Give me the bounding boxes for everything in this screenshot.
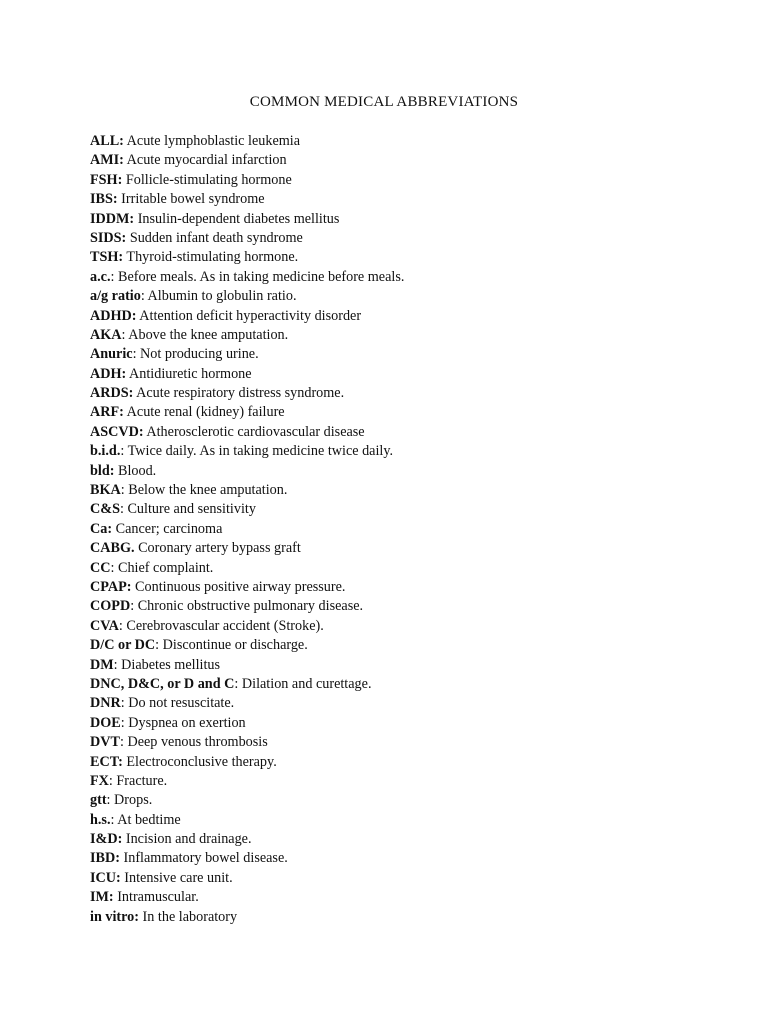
abbreviation-definition: Acute lymphoblastic leukemia — [123, 133, 301, 149]
abbreviation-definition: : Cerebrovascular accident (Stroke). — [118, 617, 324, 634]
abbreviation-definition: : Fracture. — [108, 772, 168, 789]
abbreviation-definition: Cancer; carcinoma — [112, 520, 223, 537]
abbreviation-definition: : Discontinue or discharge. — [155, 637, 308, 654]
abbreviation-definition: : Not producing urine. — [132, 346, 259, 363]
abbreviation-definition: : At bedtime — [110, 811, 181, 828]
abbreviation-definition: Acute myocardial infarction — [123, 152, 287, 169]
abbreviation-term: ICU: — [90, 869, 121, 886]
abbreviation-term: DNC, D&C, or D and C — [90, 675, 235, 692]
abbreviation-term: CABG. — [90, 540, 135, 557]
abbreviation-definition: Irritable bowel syndrome — [117, 191, 265, 208]
abbreviation-term: ADHD: — [90, 307, 137, 324]
abbreviation-entry — [90, 151, 730, 170]
abbreviation-entry — [90, 617, 730, 636]
abbreviation-definition: Antidiuretic hormone — [126, 365, 252, 382]
abbreviation-term: IM: — [90, 889, 114, 906]
abbreviation-definition: Intensive care unit. — [120, 869, 233, 886]
abbreviation-definition: : Albumin to globulin ratio. — [140, 288, 297, 305]
abbreviation-term: ALL: — [90, 133, 124, 149]
abbreviation-entry — [90, 287, 730, 306]
abbreviation-definition: : Before meals. As in taking medicine before meals. — [110, 268, 405, 285]
abbreviation-list — [90, 132, 730, 927]
abbreviation-term: a.c. — [90, 268, 111, 285]
abbreviation-definition: : Do not resuscitate. — [120, 695, 235, 712]
abbreviation-entry — [90, 869, 730, 888]
abbreviation-definition: Intramuscular. — [113, 889, 199, 906]
abbreviation-term: IDDM: — [90, 210, 135, 227]
abbreviation-definition: Insulin-dependent diabetes mellitus — [134, 210, 340, 227]
abbreviation-term: I&D: — [90, 831, 123, 848]
abbreviation-term: CPAP: — [90, 578, 132, 595]
abbreviation-entry — [90, 578, 730, 597]
abbreviation-entry — [90, 675, 730, 694]
abbreviation-term: IBD: — [90, 850, 120, 867]
abbreviation-entry — [90, 326, 730, 345]
abbreviation-term: gtt — [90, 792, 107, 809]
abbreviation-entry — [90, 132, 730, 151]
abbreviation-entry — [90, 210, 730, 229]
abbreviation-term: DM — [90, 656, 114, 673]
abbreviation-term: FX — [90, 772, 109, 789]
abbreviation-entry — [90, 849, 730, 868]
abbreviation-definition: Attention deficit hyperactivity disorder — [136, 307, 362, 324]
abbreviation-entry — [90, 636, 730, 655]
abbreviation-entry — [90, 559, 730, 578]
abbreviation-entry — [90, 597, 730, 616]
abbreviation-term: AKA — [90, 326, 122, 343]
abbreviation-term: CC — [90, 559, 111, 576]
abbreviation-term: FSH: — [90, 171, 123, 188]
abbreviation-definition: : Drops. — [106, 792, 153, 809]
abbreviation-definition: : Above the knee amputation. — [121, 326, 289, 343]
abbreviation-term: DNR — [90, 695, 121, 712]
abbreviation-term: in vitro: — [90, 908, 139, 925]
abbreviation-entry — [90, 753, 730, 772]
abbreviation-term: h.s. — [90, 811, 111, 828]
abbreviation-entry — [90, 229, 730, 248]
abbreviation-entry — [90, 481, 730, 500]
abbreviation-term: a/g ratio — [90, 288, 141, 305]
abbreviation-entry — [90, 307, 730, 326]
abbreviation-term: bld: — [90, 462, 115, 479]
abbreviation-definition: Atherosclerotic cardiovascular disease — [143, 423, 365, 440]
abbreviation-entry — [90, 656, 730, 675]
abbreviation-definition: Continuous positive airway pressure. — [131, 578, 346, 595]
abbreviation-term: ADH: — [90, 365, 127, 382]
abbreviation-definition: : Chief complaint. — [110, 559, 214, 576]
abbreviation-term: ASCVD: — [90, 423, 144, 440]
abbreviation-term: DVT — [90, 734, 120, 751]
abbreviation-term: IBS: — [90, 191, 118, 208]
abbreviation-entry — [90, 500, 730, 519]
abbreviation-entry — [90, 908, 730, 927]
abbreviation-term: D/C or DC — [90, 637, 156, 654]
abbreviation-definition: In the laboratory — [139, 908, 238, 925]
abbreviation-term: b.i.d. — [90, 443, 121, 460]
abbreviation-entry — [90, 171, 730, 190]
abbreviation-entry — [90, 423, 730, 442]
abbreviation-term: C&S — [90, 501, 120, 518]
abbreviation-entry — [90, 268, 730, 287]
abbreviation-term: BKA — [90, 482, 121, 499]
abbreviation-term: AMI: — [90, 152, 124, 169]
abbreviation-definition: : Diabetes mellitus — [113, 656, 221, 673]
abbreviation-term: ECT: — [90, 753, 123, 770]
abbreviation-entry — [90, 694, 730, 713]
abbreviation-definition: Blood. — [114, 462, 157, 479]
abbreviation-entry — [90, 733, 730, 752]
abbreviation-entry — [90, 462, 730, 481]
abbreviation-entry — [90, 190, 730, 209]
abbreviation-entry — [90, 888, 730, 907]
abbreviation-entry — [90, 791, 730, 810]
page-title: COMMON MEDICAL ABBREVIATIONS — [249, 94, 519, 110]
abbreviation-term: CVA — [90, 617, 119, 634]
abbreviation-entry — [90, 539, 730, 558]
abbreviation-entry — [90, 345, 730, 364]
abbreviation-term: COPD — [90, 598, 131, 615]
abbreviation-entry — [90, 442, 730, 461]
abbreviation-definition: Electroconclusive therapy. — [122, 753, 277, 770]
abbreviation-definition: Inflammatory bowel disease. — [119, 850, 288, 867]
abbreviation-term: DOE — [90, 714, 121, 731]
abbreviation-definition: : Below the knee amputation. — [120, 482, 288, 499]
abbreviation-definition: : Dyspnea on exertion — [120, 714, 246, 731]
abbreviation-definition: : Twice daily. As in taking medicine twice daily. — [120, 443, 394, 460]
abbreviation-term: ARDS: — [90, 385, 134, 402]
abbreviation-definition: : Culture and sensitivity — [119, 501, 256, 518]
abbreviation-definition: : Deep venous thrombosis — [119, 734, 268, 751]
abbreviation-definition: : Dilation and curettage. — [234, 675, 372, 692]
abbreviation-term: Anuric — [90, 346, 133, 363]
abbreviation-entry — [90, 384, 730, 403]
abbreviation-term: TSH: — [90, 249, 124, 266]
abbreviation-entry — [90, 520, 730, 539]
abbreviation-entry — [90, 248, 730, 267]
abbreviation-definition: : Chronic obstructive pulmonary disease. — [130, 598, 364, 615]
abbreviation-definition: Acute renal (kidney) failure — [123, 404, 285, 421]
abbreviation-entry — [90, 365, 730, 384]
abbreviation-term: SIDS: — [90, 229, 127, 246]
abbreviation-entry — [90, 811, 730, 830]
abbreviation-entry — [90, 830, 730, 849]
abbreviation-definition: Acute respiratory distress syndrome. — [133, 385, 345, 402]
abbreviation-entry — [90, 714, 730, 733]
abbreviation-definition: Incision and drainage. — [122, 831, 252, 848]
abbreviation-entry — [90, 403, 730, 422]
abbreviation-definition: Follicle-stimulating hormone — [122, 171, 292, 188]
abbreviation-definition: Sudden infant death syndrome — [126, 229, 303, 246]
abbreviation-definition: Thyroid-stimulating hormone. — [123, 249, 299, 266]
abbreviation-definition: Coronary artery bypass graft — [134, 540, 301, 557]
abbreviation-entry — [90, 772, 730, 791]
abbreviation-term: Ca: — [90, 520, 113, 537]
abbreviation-term: ARF: — [90, 404, 124, 421]
